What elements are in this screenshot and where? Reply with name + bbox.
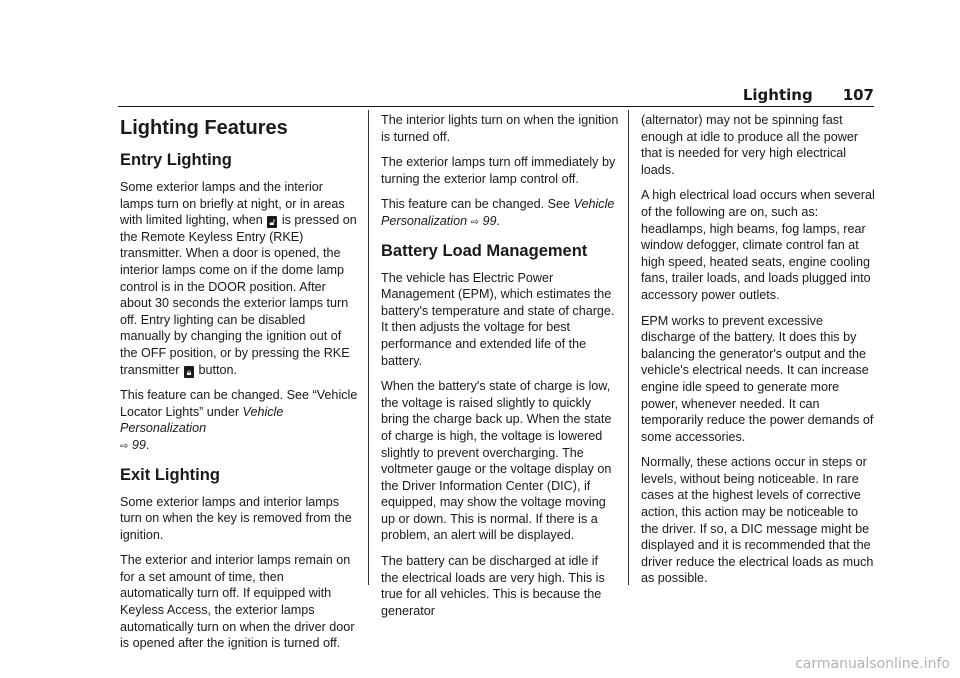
battery-paragraph: A high electrical load occurs when several of the following are on, such as: headlamps, high beams, fog lamps, rear window defogger, climate control fan at high speed, heated seats, engine cooling fans, trailer loads, and loads plugged into accessory power outlets. [641,188,875,302]
entry-lighting-note: This feature can be changed. See “Vehicle Locator Lights” under Vehicle Personalization ⇨ 99. [120,388,358,452]
page-header [743,86,874,104]
entry-lighting-paragraph: Some exterior lamps and the interior lamps turn on briefly at night, or in areas with limited lighting, when 🔓︎ is pressed on the Remote Keyless Entry (RKE) transmitter. When a door is opened, the interior lamps come on if the dome lamp control is in the DOOR position. After about 30 seconds the exterior lamps turn off. Entry lighting can be disabled manually by changing the ignition out of the OFF position, or by pressing the RKE transmitter 🔒︎ button. [120,180,357,377]
section-title: Lighting [742,86,813,104]
exit-lighting-paragraph: The exterior and interior lamps remain on for a set amount of time, then automatically turn off. If equipped with Keyless Access, the exterior lamps automatically turn on when the driver door is opened after the ignition is turned off. [120,553,355,651]
page-reference-number[interactable]: 99 [131,437,146,452]
battery-load-management-heading: Battery Load Management [381,241,588,260]
lock-icon: 🔒︎ [184,366,194,378]
unlock-icon: 🔓︎ [267,216,277,228]
battery-paragraph: (alternator) may not be spinning fast enough at idle to produce all the power that is needed for very high electrical loads. [641,113,859,177]
column-divider [368,110,369,585]
exit-lighting-note: This feature can be changed. See Vehicle Personalization ⇨ 99. [381,197,615,228]
battery-paragraph: When the battery's state of charge is low, the voltage is raised slightly to quickly bring the charge back up. When the state of charge is high, the voltage is lowered slightly to prevent overcharging. The voltmeter gauge or the voltage display on the Driver Information Center (DIC), if equipped, may show the voltage moving up or down. This is normal. If there is a problem, an alert will be displayed. [381,379,612,543]
vehicle-personalization-link[interactable]: Vehicle Personalization [381,197,615,228]
column-2 [381,112,619,628]
column-divider [628,110,629,585]
battery-paragraph: The vehicle has Electric Power Management (EPM), which estimates the battery's temperature and state of charge. It then adjusts the voltage for best performance and extended life of the battery. [381,270,615,368]
exit-lighting-paragraph: Some exterior lamps and interior lamps turn on when the key is removed from the ignition. [120,494,352,542]
vehicle-personalization-link[interactable]: Vehicle Personalization [120,404,284,436]
column-1 [120,112,358,661]
entry-lighting-heading: Entry Lighting [120,151,232,169]
exit-lighting-paragraph: The interior lights turn on when the ignition is turned off. [381,113,619,144]
battery-paragraph: Normally, these actions occur in steps or levels, without being noticeable. In rare cases at the highest levels of corrective action, this action may be noticeable to the driver. If so, a DIC message might be displayed and it is recommended that the driver reduce the electrical loads as much as possible. [641,455,874,586]
page-reference-icon: ⇨ [120,440,129,452]
column-3 [641,112,879,596]
battery-paragraph: EPM works to prevent excessive discharge of the battery. It does this by balancing the generator's output and the vehicle's electrical needs. It can increase engine idle speed to generate more power, whenever needed. It can temporarily reduce the power demands of some accessories. [641,313,874,444]
page-number: 107 [842,86,874,104]
exit-lighting-paragraph: The exterior lamps turn off immediately by turning the exterior lamp control off. [381,155,616,186]
exit-lighting-heading: Exit Lighting [120,465,220,484]
watermark: carmanualsonline.info [795,656,950,672]
page-reference-number[interactable]: 99 [482,213,497,228]
page-reference-icon: ⇨ [470,216,479,228]
battery-paragraph: The battery can be discharged at idle if the electrical loads are very high. This is true for all vehicles. This is because the generator [381,554,605,618]
page-title: Lighting Features [120,117,288,139]
header-rule [118,106,874,107]
